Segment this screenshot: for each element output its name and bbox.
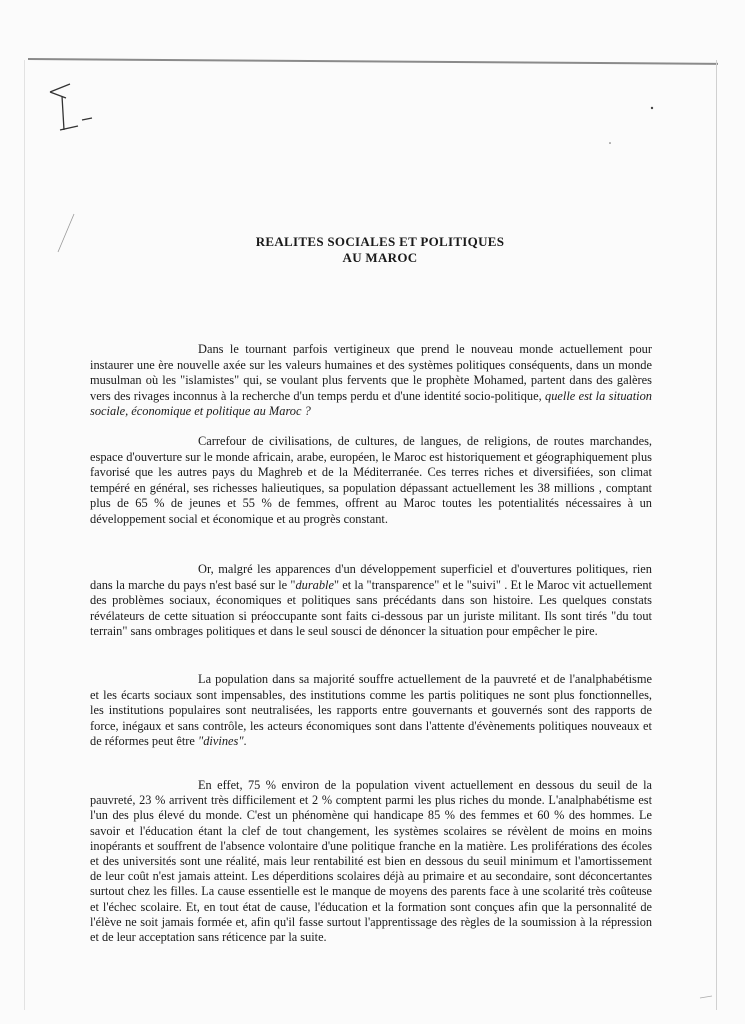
- title-line-2: AU MAROC: [342, 250, 418, 265]
- paragraph-1: [90, 342, 652, 420]
- paragraph-1-question: quelle est la situation sociale, économique et politique au Maroc ?: [90, 388, 653, 419]
- title-line-1: REALITES SOCIALES ET POLITIQUES: [255, 234, 505, 249]
- paragraph-2-text: Carrefour de civilisations, de cultures, de langues, de religions, de routes marchandes, espace d'ouverture sur le monde africain, arabe, européen, le Maroc est historiquement et géographiquement plus favorisé que les autres pays du Maghreb et de la Méditerranée. Ces terres riches et diversifiées, son climat tempéré en général, ses richesses halieutiques, sa population dépassant actuellement les 38 millions , comptant plus de 65 % de jeunes et 55 % de femmes, offrent au Maroc toutes les potentialités nécessaires à un développement social et économique et au progrès constant.: [90, 434, 652, 526]
- paragraph-1-text: Dans le tournant parfois vertigineux que prend le nouveau monde actuellement pour instaurer une ère nouvelle axée sur les valeurs humaines et des systèmes politiques conséquents, dans un monde musulman où les "islamistes" qui, se voulant plus fervents que le prophète Mohamed, partent dans des galères vers des rivages inconnus à la recherche d'un temps perdu et d'une identité socio-politique,: [90, 342, 652, 403]
- paragraph-4-tail: .: [243, 734, 247, 749]
- paragraph-4-emphasis: "divines": [198, 734, 244, 749]
- paragraph-3-emphasis: durable: [295, 577, 334, 592]
- paragraph-5-text: En effet, 75 % environ de la population vivent actuellement en dessous du seuil de la pauvreté, 23 % arrivent très difficilement et 2 % comptent parmi les plus riches du monde. L'analphabétisme est l'un des plus élevé du monde. C'est un phénomène qui handicape 85 % des femmes et 60 % des hommes. Le savoir et l'éducation étant la clef de tout changement, les systèmes scolaires se révèlent de moins en moins inopérants et souffrent de l'absence volontaire d'une politique franche en la matière. Les proliférations des écoles et des universités sont une réalité, mais leur rentabilité est bien en dessous du seuil minimum et l'amortissement de leur coût n'est jamais atteint. Les déperditions scolaires déjà au primaire et au secondaire, sont déconcertantes surtout chez les filles. La cause essentielle est le manque de moyens des parents face à une scolarité très coûteuse et l'échec scolaire. Et, en tout état de cause, l'éducation et la formation sont conçues afin que la personnalité de l'élève ne soit jamais formée et, afin qu'il fasse surtout l'apprentissage des règles de la soumission à la répression et de leur acceptation sans réticence par la suite.: [90, 778, 652, 945]
- paragraph-3: [90, 562, 652, 640]
- paragraph-4-text: La population dans sa majorité souffre actuellement de la pauvreté et de l'analphabétisme et les écarts sociaux sont impensables, des institutions comme les partis politiques ne sont plus fonctionnelles, les institutions populaires sont neutralisées, les rapports entre gouvernants et gouvernés sont des rapports de force, inégaux et sans contrôle, les acteurs économiques sont dans l'attente d'évènements politiques nouveaux et de réformes peut être: [90, 672, 652, 749]
- paragraph-3-text: Or, malgré les apparences d'un développement superficiel et d'ouvertures politiques, rien dans la marche du pays n'est basé sur le ": [90, 562, 652, 592]
- paragraph-5: [90, 778, 652, 945]
- paragraph-3-tail: " et la "transparence" et le "suivi" . Et le Maroc vit actuellement des problèmes sociaux, économiques et politiques sans précédants dans son histoire. Les quelques constats révélateurs de cette situation si préoccupante sont faits ci-dessous par un juriste militant. Ils sont tirés "du tout terrain" sans ombrages politiques et dans le seul sousci de dénoncer la situation pour empêcher le pire.: [90, 577, 652, 639]
- paragraph-4: [90, 672, 652, 750]
- document-title: [180, 234, 580, 266]
- paragraph-2: [90, 434, 652, 528]
